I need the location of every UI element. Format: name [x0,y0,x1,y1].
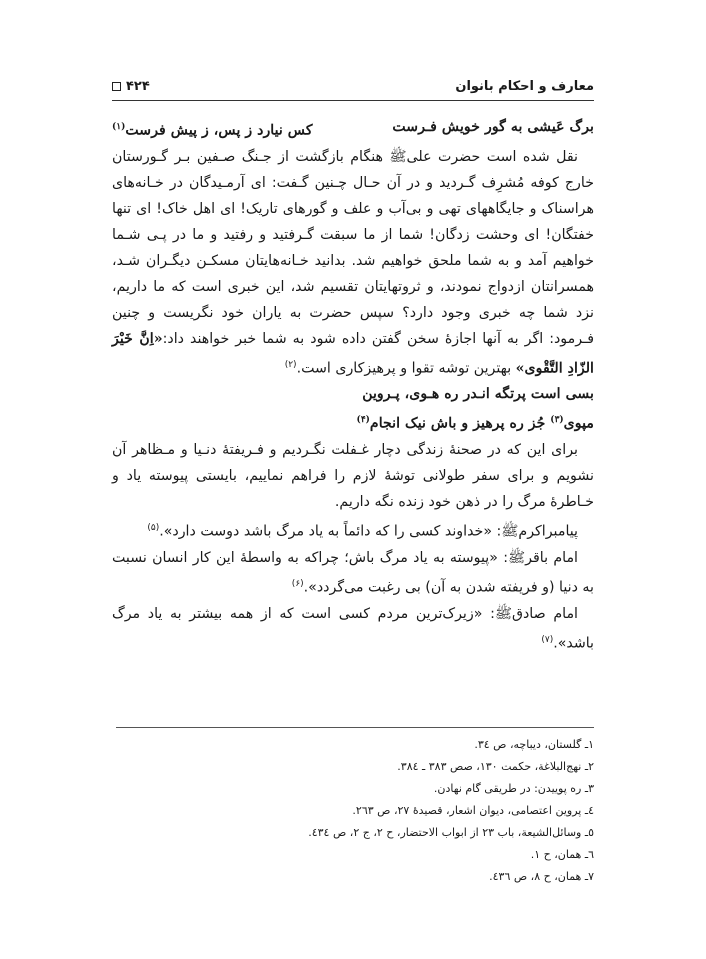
page-number-group [112,79,150,94]
footnote-ref-1: (۱) [112,122,126,132]
footnote-6: ٦ـ همان، ح ۱. [530,848,594,861]
footnote-3: ۳ـ ره پوییدن: در طریقی گام نهادن. [433,782,594,795]
page-header [112,76,594,96]
footnote-2: ۲ـ نهج‌البلاغة، حکمت ۱۳۰، صص ۳۸۳ ـ ۳۸٤. [397,760,594,773]
quran-quote: «اِنَّ خَیْرَ الزّادِ التَّقْوی» [112,330,594,377]
footnotes [112,734,594,888]
footnote-5: ٥ـ وسائل‌الشیعة، باب ۲۳ از ابواب الاحتضار، ح ۲، ج ۲، ص ٤۳٤. [308,826,594,839]
page-number: ۴۲۴ [126,78,150,94]
footnote-divider [116,727,594,728]
footnote-ref-4: (۴) [356,415,370,426]
footnote-4: ٤ـ پروین اعتصامی، دیوان اشعار، قصیدهٔ ۲۷، ص ۲٦۳. [352,804,594,817]
quote-imam-sadiq: امام صادق‌ﷺ: «زیرک‌ترین مردم کسی است که از همه بیشتر به یاد مرگ باشد».$^{(۷)}$ [112,605,594,652]
running-title: معارف و احکام بانوان [455,78,594,94]
body-text [112,114,594,656]
footnote-ref-3: (۳) [550,415,564,426]
footnote-7: ۷ـ همان، ح ۸، ص ٤۳٦. [489,870,594,883]
quote-prophet: پیامبراکرم‌ﷺ: «خداوند کسی را که دائماً به یاد مرگ باشد دوست دارد».$^{(۵)}$ [147,523,578,540]
verse-1-half-2: کس نیارد ز پس، ز پیش فرست$^{(۱)}$ [112,122,313,139]
footnote-ref-7: (۷) [541,634,554,645]
verse-1-half-1: برگ عَیشی به گور خویش فـرست [392,119,594,135]
footnote-1: ۱ـ گلستان، دیباچه، ص ۳٤. [474,738,594,751]
footnote-ref-5: (۵) [147,523,160,534]
paragraph-2: برای این که در صحنهٔ زندگی دچار غـفلت نگـردیم و فـریفتهٔ دنـیا و مـظاهر آن نشویم و برای سفر طولانی توشهٔ لازم را فراهم نماییم، بایستی پیوسته یاد و خـاطرهٔ مرگ را در ذهن خود زنده نگه داریم. [112,442,594,511]
verse-1 [112,114,594,144]
verse-2-line-2: مپوی$^{(۳)}$ جُز ره پرهیز و باش نیک انجام$^{(۴)}$ [356,415,594,433]
footnote-ref-6: (۶) [291,578,304,589]
square-bullet-icon [112,82,121,91]
header-divider [112,100,594,101]
footnote-ref-2: (۲) [284,359,297,370]
paragraph-1: نقل شده است حضرت علی‌ﷺ هنگام بازگشت از جـنگ صـفین بـر گـورستان خارج کوفه مُشرِف گـردید و در آن حـال چـنین گـفت: ای آرمـیدگان در خـانه‌های هراسناک و جایگاههای تهی و بی‌آب و علف و گورهای تاریک! ای اهل خاک! ای تنها خفتگان! ای وحشت زدگان! شما از ما سبقت گـرفتید و رفتید و ما در پـی شـما خواهیم آمد و به شما ملحق خواهیم شد. بدانید خـانه‌هایتان مسکـن دیگـران شـد، همسرانتان ازدواج نمودند، و ثروتهایتان تقسیم شد، این خبری است که ما داریم، نزد شما چه خبری وجود دارد؟ سپس حضرت به یاران خود نگریست و چنین فـرمود: اگر به آنها اجازهٔ سخن گفتن داده شود به شما خبر خواهند داد:«اِنَّ خَیْرَ الزّادِ التَّقْوی» بهترین توشه تقوا و پرهیزکاری است.$^{(۲)}$ [112,148,595,377]
verse-2-line-1: بسی است پرتگه انـدر ره هـوی، پـروین [362,386,594,403]
quote-imam-baqir: امام باقرﷺ: «پیوسته به یاد مرگ باش؛ چراکه به واسطهٔ این کار انسان نسبت به دنیا (و فریفته شدن به آن) بی رغبت می‌گردد».$^{(۶)}$ [112,549,594,596]
